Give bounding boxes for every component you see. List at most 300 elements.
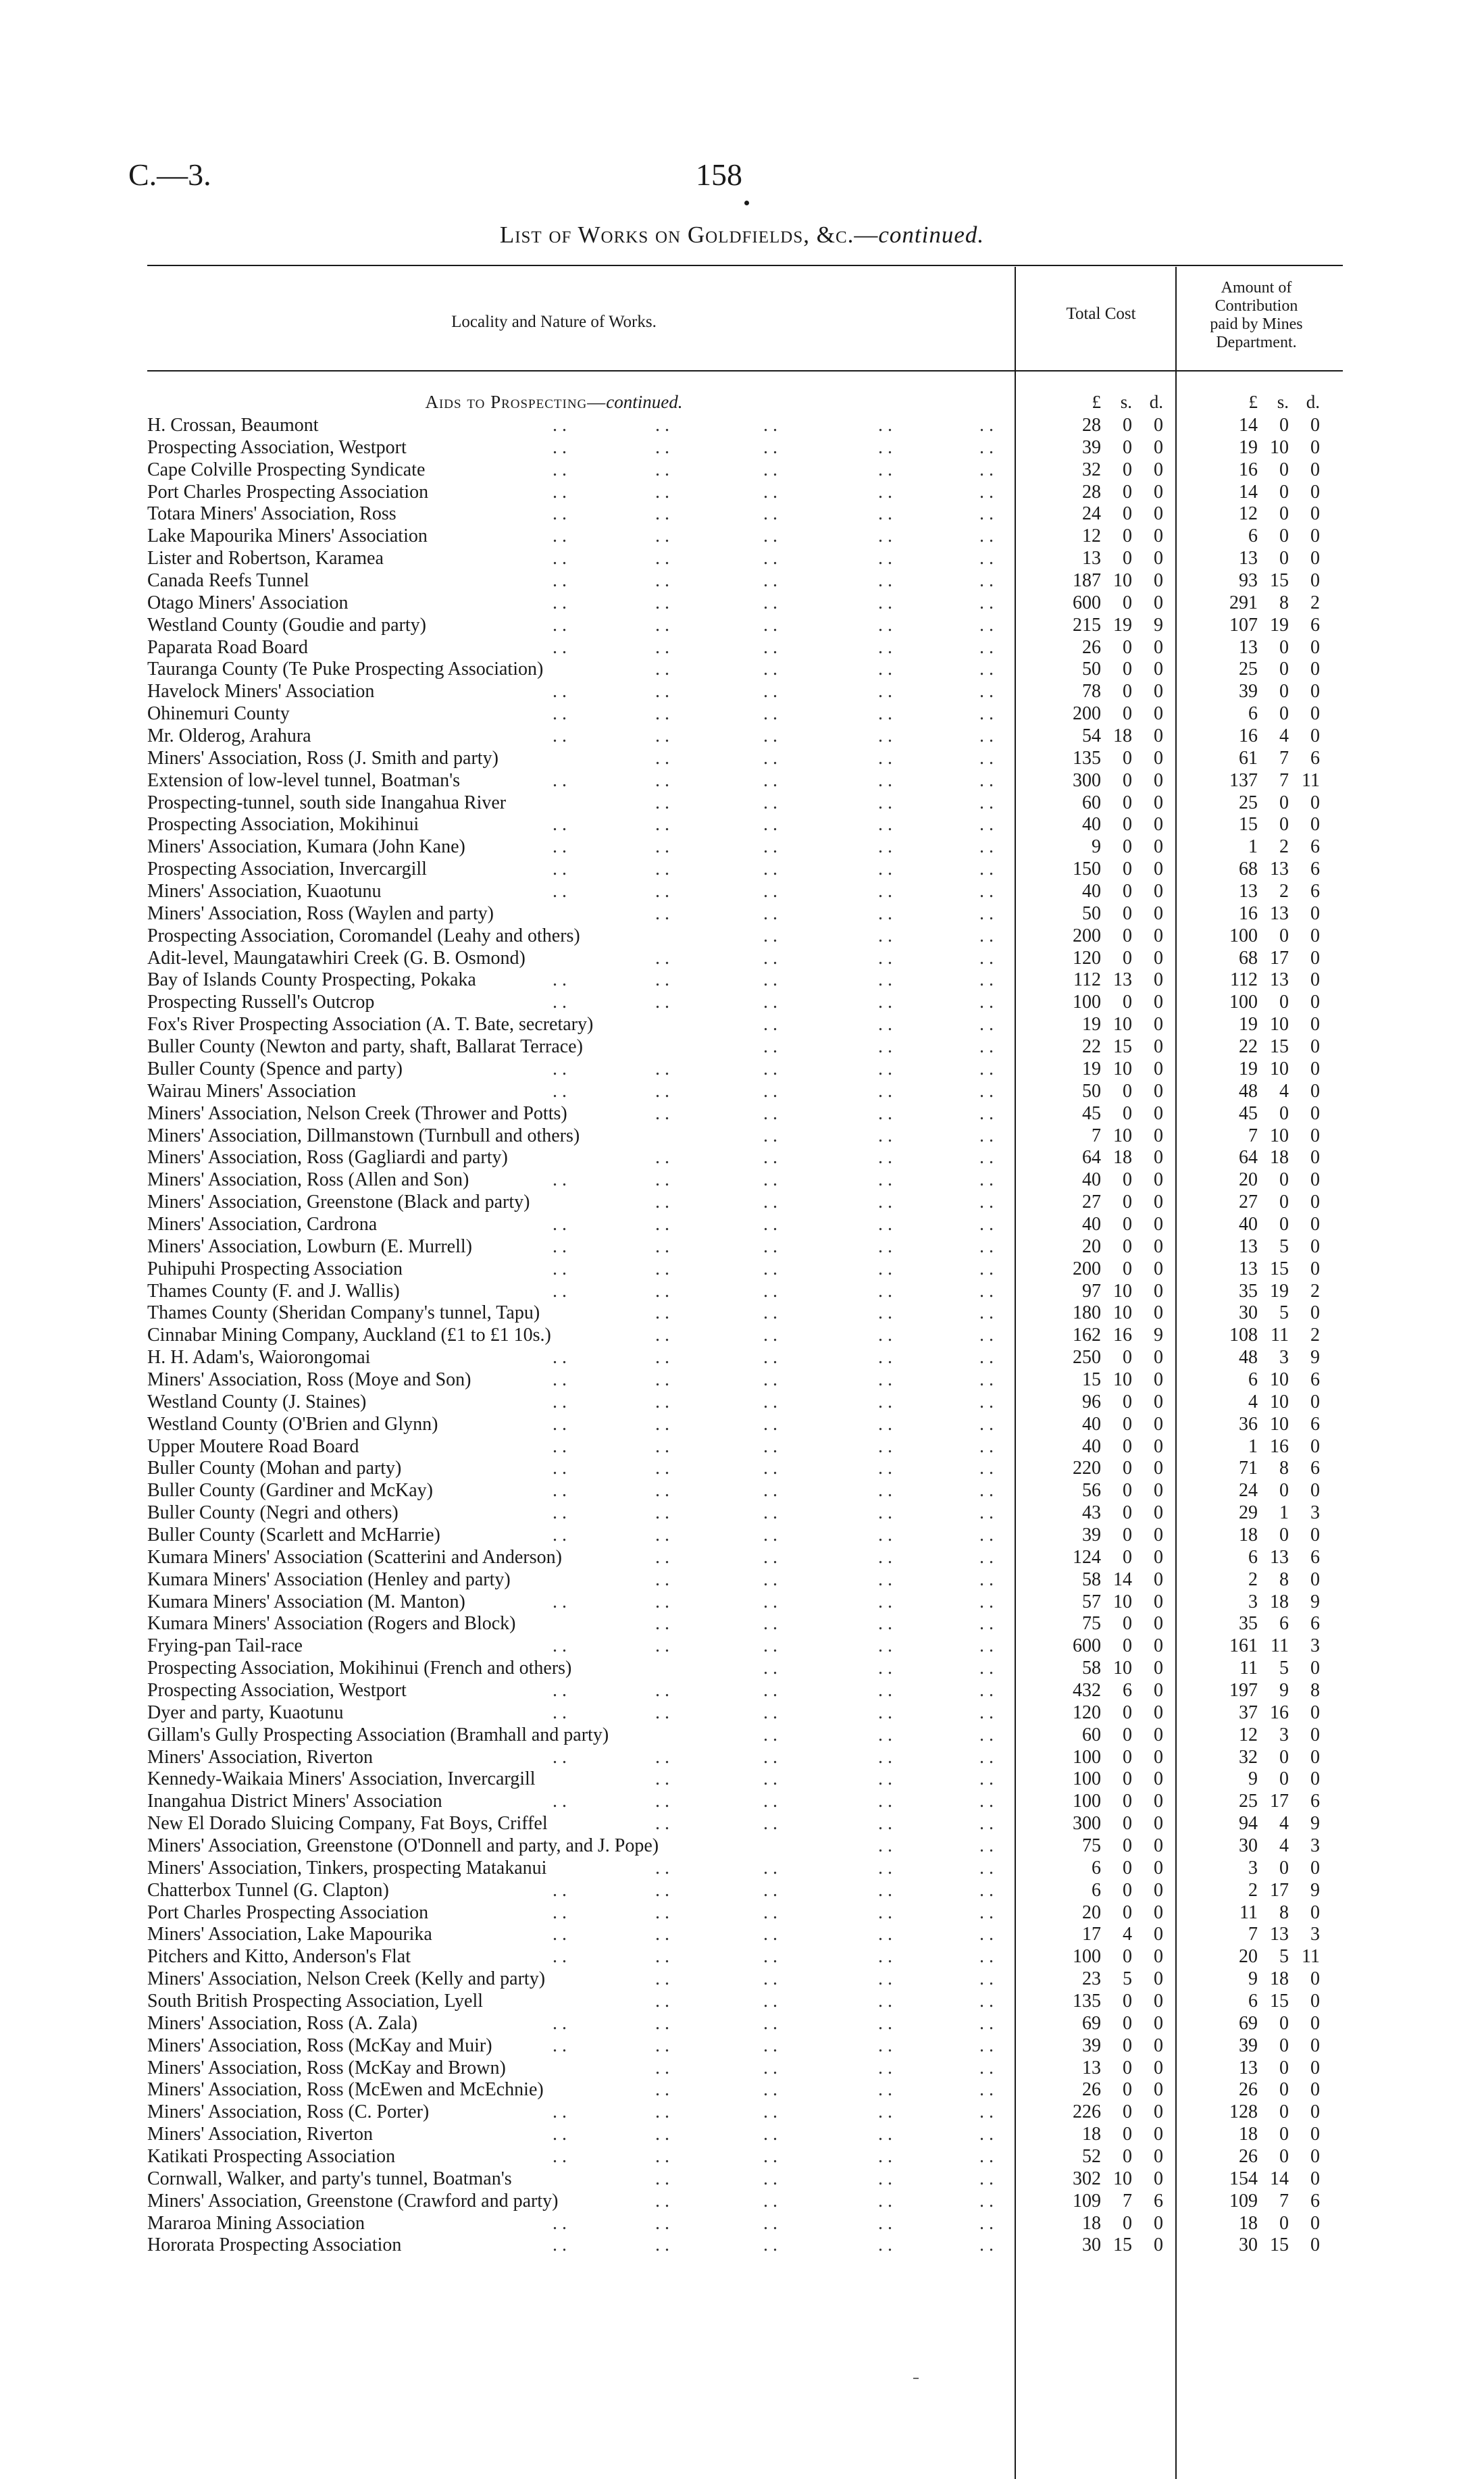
total-shillings: 0 (1123, 747, 1132, 769)
total-pounds: 13 (1082, 548, 1101, 569)
contrib-pence: 0 (1310, 1147, 1320, 1169)
total-pounds: 64 (1082, 1147, 1101, 1169)
work-description: Pitchers and Kitto, Anderson's Flat (147, 1946, 411, 1968)
leader-dots: . . (979, 570, 994, 592)
leader-dots: . . (763, 1080, 777, 1102)
table-row (0, 1858, 1484, 1880)
total-pence: 0 (1154, 1835, 1163, 1856)
leader-dots: . . (763, 1369, 777, 1390)
leader-dots: . . (655, 1924, 669, 1945)
work-description: Miners' Association, Nelson Creek (Kelly and party) (147, 1968, 546, 1990)
leader-dots: . . (553, 814, 567, 836)
total-pounds: 27 (1082, 1192, 1101, 1213)
leader-dots: . . (763, 925, 777, 946)
table-row (0, 814, 1484, 836)
total-shillings: 0 (1123, 526, 1132, 547)
leader-dots: . . (878, 747, 892, 769)
contrib-shillings: 19 (1270, 614, 1289, 636)
leader-dots: . . (763, 659, 777, 680)
contrib-pounds: 13 (1239, 548, 1258, 569)
total-shillings: 0 (1123, 1613, 1132, 1635)
work-description: Buller County (Scarlett and McHarrie) (147, 1524, 440, 1545)
table-row (0, 503, 1484, 526)
table-row (0, 2124, 1484, 2146)
leader-dots: . . (763, 1413, 777, 1435)
header-locality: Locality and Nature of Works. (451, 313, 657, 331)
leader-dots: . . (655, 481, 669, 503)
leader-dots: . . (553, 481, 567, 503)
leader-dots: . . (763, 1768, 777, 1790)
contrib-shillings: 15 (1270, 570, 1289, 592)
contrib-pounds: 18 (1239, 1524, 1258, 1545)
contrib-shillings: 0 (1279, 1524, 1289, 1545)
contrib-shillings: 3 (1279, 1347, 1289, 1369)
leader-dots: . . (878, 548, 892, 569)
work-description: Miners' Association, Greenstone (Black and party) (147, 1192, 530, 1213)
leader-dots: . . (655, 836, 669, 858)
leader-dots: . . (655, 747, 669, 769)
stray-mark (913, 2378, 919, 2379)
leader-dots: . . (763, 1968, 777, 1990)
work-description: Miners' Association, Riverton (147, 1746, 374, 1768)
unit-shillings: s. (1120, 392, 1132, 412)
leader-dots: . . (878, 992, 892, 1013)
contrib-shillings: 2 (1279, 836, 1289, 858)
contrib-pounds: 109 (1229, 2190, 1258, 2212)
leader-dots: . . (655, 1413, 669, 1435)
contrib-shillings: 0 (1279, 415, 1289, 436)
total-shillings: 0 (1123, 1258, 1132, 1279)
leader-dots: . . (655, 1391, 669, 1412)
table-row (0, 2035, 1484, 2058)
contrib-pounds: 36 (1239, 1413, 1258, 1435)
total-pounds: 20 (1082, 1901, 1101, 1923)
leader-dots: . . (763, 481, 777, 503)
total-pounds: 17 (1082, 1924, 1101, 1945)
leader-dots: . . (763, 1458, 777, 1479)
contrib-pounds: 2 (1248, 1879, 1258, 1901)
total-pence: 0 (1154, 1413, 1163, 1435)
total-pounds: 600 (1073, 1635, 1101, 1657)
total-pence: 0 (1154, 1546, 1163, 1568)
contrib-pence: 6 (1310, 881, 1320, 902)
leader-dots: . . (553, 1879, 567, 1901)
total-shillings: 0 (1123, 1213, 1132, 1235)
leader-dots: . . (979, 1591, 994, 1612)
header-top-rule (147, 265, 1343, 266)
total-pence: 0 (1154, 1968, 1163, 1990)
leader-dots: . . (878, 2146, 892, 2168)
contrib-pence: 0 (1310, 1768, 1320, 1790)
total-pounds: 9 (1092, 836, 1101, 858)
leader-dots: . . (878, 1746, 892, 1768)
total-pence: 0 (1154, 902, 1163, 924)
work-description: Miners' Association, Ross (Allen and Son) (147, 1169, 469, 1191)
contrib-shillings: 18 (1270, 1968, 1289, 1990)
table-row (0, 1147, 1484, 1169)
leader-dots: . . (553, 992, 567, 1013)
total-shillings: 10 (1113, 1280, 1132, 1302)
work-description: Tauranga County (Te Puke Prospecting Association) (147, 659, 544, 680)
work-description: New El Dorado Sluicing Company, Fat Boys, Criffel (147, 1813, 548, 1835)
leader-dots: . . (655, 725, 669, 747)
total-pence: 0 (1154, 636, 1163, 658)
contrib-pence: 0 (1310, 1724, 1320, 1745)
contrib-shillings: 17 (1270, 947, 1289, 969)
work-description: Mr. Olderog, Arahura (147, 725, 311, 747)
leader-dots: . . (763, 1635, 777, 1657)
total-shillings: 0 (1123, 1235, 1132, 1257)
total-pence: 0 (1154, 481, 1163, 503)
contrib-pence: 0 (1310, 2012, 1320, 2034)
header-contribution-line: paid by Mines (1210, 315, 1303, 333)
leader-dots: . . (553, 1235, 567, 1257)
total-shillings: 10 (1113, 1125, 1132, 1146)
total-shillings: 0 (1123, 925, 1132, 946)
header-contribution-line: Department. (1216, 334, 1297, 351)
contrib-shillings: 4 (1279, 1080, 1289, 1102)
leader-dots: . . (979, 2212, 994, 2234)
work-description: Kumara Miners' Association (Rogers and Block) (147, 1613, 516, 1635)
table-row (0, 1480, 1484, 1502)
contrib-shillings: 15 (1270, 1258, 1289, 1279)
total-shillings: 0 (1123, 1768, 1132, 1790)
contrib-pounds: 14 (1239, 481, 1258, 503)
leader-dots: . . (979, 2234, 994, 2256)
table-row (0, 948, 1484, 970)
leader-dots: . . (763, 792, 777, 813)
leader-dots: . . (655, 1147, 669, 1169)
table-row (0, 1125, 1484, 1148)
leader-dots: . . (979, 1458, 994, 1479)
leader-dots: . . (763, 725, 777, 747)
leader-dots: . . (655, 1302, 669, 1324)
contrib-shillings: 0 (1279, 792, 1289, 813)
work-description: Miners' Association, Ross (J. Smith and party) (147, 747, 498, 769)
table-row (0, 1680, 1484, 1702)
work-description: Westland County (J. Staines) (147, 1391, 367, 1412)
contrib-pence: 0 (1310, 725, 1320, 747)
leader-dots: . . (763, 1125, 777, 1146)
contrib-pounds: 71 (1239, 1458, 1258, 1479)
leader-dots: . . (553, 1458, 567, 1479)
total-pence: 0 (1154, 1502, 1163, 1524)
total-pence: 0 (1154, 2168, 1163, 2189)
total-pounds: 50 (1082, 902, 1101, 924)
total-shillings: 6 (1123, 1679, 1132, 1701)
contrib-pounds: 19 (1239, 436, 1258, 458)
total-pence: 0 (1154, 2079, 1163, 2101)
work-description: Kumara Miners' Association (Henley and party) (147, 1568, 511, 1590)
leader-dots: . . (655, 1813, 669, 1835)
leader-dots: . . (763, 503, 777, 525)
leader-dots: . . (979, 1192, 994, 1213)
total-shillings: 0 (1123, 1347, 1132, 1369)
work-description: Miners' Association, Ross (McEwen and McEchnie) (147, 2079, 544, 2101)
leader-dots: . . (979, 969, 994, 991)
table-row (0, 1258, 1484, 1281)
leader-dots: . . (553, 2035, 567, 2056)
total-pence: 0 (1154, 1991, 1163, 2012)
total-pounds: 40 (1082, 1435, 1101, 1457)
contrib-shillings: 8 (1279, 1458, 1289, 1479)
contrib-pence: 0 (1310, 1258, 1320, 1279)
leader-dots: . . (553, 881, 567, 902)
work-description: Cornwall, Walker, and party's tunnel, Boatman's (147, 2168, 512, 2189)
total-pounds: 19 (1082, 1014, 1101, 1036)
leader-dots: . . (878, 859, 892, 880)
contrib-pounds: 7 (1248, 1924, 1258, 1945)
leader-dots: . . (763, 1924, 777, 1945)
contrib-shillings: 9 (1279, 1679, 1289, 1701)
total-shillings: 0 (1123, 1102, 1132, 1124)
leader-dots: . . (878, 1924, 892, 1945)
work-description: Buller County (Negri and others) (147, 1502, 399, 1524)
contrib-pounds: 68 (1239, 859, 1258, 880)
leader-dots: . . (878, 1258, 892, 1279)
contrib-pence: 0 (1310, 1568, 1320, 1590)
contrib-shillings: 0 (1279, 2079, 1289, 2101)
total-shillings: 0 (1123, 2012, 1132, 2034)
contrib-pence: 0 (1310, 1991, 1320, 2012)
leader-dots: . . (655, 1746, 669, 1768)
contrib-pounds: 20 (1239, 1169, 1258, 1191)
contrib-pounds: 137 (1229, 769, 1258, 791)
contrib-shillings: 0 (1279, 2057, 1289, 2078)
total-pence: 0 (1154, 1347, 1163, 1369)
work-description: Prospecting Association, Invercargill (147, 859, 427, 880)
leader-dots: . . (553, 1791, 567, 1812)
total-pounds: 12 (1082, 526, 1101, 547)
total-pence: 0 (1154, 1901, 1163, 1923)
table-row (0, 1214, 1484, 1236)
leader-dots: . . (878, 836, 892, 858)
total-pence: 0 (1154, 1679, 1163, 1701)
leader-dots: . . (878, 1213, 892, 1235)
work-description: Buller County (Newton and party, shaft, Ballarat Terrace) (147, 1036, 583, 1058)
total-pounds: 109 (1073, 2190, 1101, 2212)
leader-dots: . . (878, 636, 892, 658)
leader-dots: . . (655, 570, 669, 592)
total-shillings: 0 (1123, 1080, 1132, 1102)
table-row (0, 1702, 1484, 1724)
contrib-pounds: 20 (1239, 1946, 1258, 1968)
header-contribution-line: Amount of (1221, 279, 1292, 297)
work-description: Miners' Association, Ross (A. Zala) (147, 2012, 418, 2034)
work-description: Prospecting Association, Mokihinui (147, 814, 419, 836)
contrib-shillings: 0 (1279, 659, 1289, 680)
leader-dots: . . (979, 1147, 994, 1169)
leader-dots: . . (763, 1192, 777, 1213)
total-pence: 0 (1154, 1879, 1163, 1901)
leader-dots: . . (878, 703, 892, 725)
contrib-shillings: 0 (1279, 1857, 1289, 1879)
leader-dots: . . (553, 769, 567, 791)
table-row (0, 659, 1484, 681)
contrib-pence: 0 (1310, 1901, 1320, 1923)
leader-dots: . . (979, 1813, 994, 1835)
leader-dots: . . (979, 1413, 994, 1435)
leader-dots: . . (763, 1702, 777, 1723)
total-shillings: 0 (1123, 2079, 1132, 2101)
leader-dots: . . (878, 1613, 892, 1635)
contrib-shillings: 10 (1270, 1058, 1289, 1079)
leader-dots: . . (878, 1768, 892, 1790)
contrib-shillings: 0 (1279, 2012, 1289, 2034)
total-shillings: 0 (1123, 836, 1132, 858)
contrib-pounds: 100 (1229, 992, 1258, 1013)
contrib-pence: 0 (1310, 1746, 1320, 1768)
leader-dots: . . (763, 747, 777, 769)
leader-dots: . . (553, 2234, 567, 2256)
total-pence: 0 (1154, 859, 1163, 880)
leader-dots: . . (763, 1435, 777, 1457)
total-shillings: 0 (1123, 1702, 1132, 1723)
table-row (0, 615, 1484, 637)
contrib-shillings: 0 (1279, 1746, 1289, 1768)
work-description: Miners' Association, Ross (C. Porter) (147, 2101, 430, 2123)
leader-dots: . . (979, 1924, 994, 1945)
work-description: Miners' Association, Ross (McKay and Brown) (147, 2057, 506, 2078)
table-row (0, 437, 1484, 459)
table-row (0, 1991, 1484, 2013)
total-pence: 0 (1154, 1724, 1163, 1745)
total-shillings: 0 (1123, 769, 1132, 791)
work-description: Prospecting-tunnel, south side Inangahua River (147, 792, 507, 813)
total-pounds: 32 (1082, 459, 1101, 480)
leader-dots: . . (878, 1192, 892, 1213)
leader-dots: . . (553, 1169, 567, 1191)
total-pence: 0 (1154, 2101, 1163, 2123)
leader-dots: . . (655, 681, 669, 702)
leader-dots: . . (979, 1391, 994, 1412)
leader-dots: . . (763, 1302, 777, 1324)
contrib-pence: 0 (1310, 1524, 1320, 1545)
total-pounds: 18 (1082, 2124, 1101, 2145)
total-shillings: 0 (1123, 659, 1132, 680)
work-description: H. H. Adam's, Waiorongomai (147, 1347, 371, 1369)
table-row (0, 2168, 1484, 2191)
work-description: Paparata Road Board (147, 636, 308, 658)
contrib-pence: 0 (1310, 947, 1320, 969)
table-row (0, 1525, 1484, 1547)
table-row (0, 2013, 1484, 2035)
work-description: Prospecting Russell's Outcrop (147, 992, 375, 1013)
leader-dots: . . (979, 1036, 994, 1058)
total-pounds: 24 (1082, 503, 1101, 525)
total-shillings: 0 (1123, 548, 1132, 569)
leader-dots: . . (979, 2190, 994, 2212)
unit-pence: d. (1149, 392, 1163, 412)
leader-dots: . . (878, 2057, 892, 2078)
page-title (0, 222, 1484, 249)
contrib-pence: 0 (1310, 2079, 1320, 2101)
contrib-pence: 0 (1310, 1192, 1320, 1213)
contrib-shillings: 0 (1279, 992, 1289, 1013)
contrib-pence: 0 (1310, 703, 1320, 725)
work-description: Upper Moutere Road Board (147, 1435, 359, 1457)
total-pence: 0 (1154, 681, 1163, 702)
leader-dots: . . (979, 614, 994, 636)
table-row (0, 1325, 1484, 1347)
total-pence: 0 (1154, 1280, 1163, 1302)
leader-dots: . . (979, 1635, 994, 1657)
contrib-pounds: 108 (1229, 1325, 1258, 1346)
leader-dots: . . (878, 1058, 892, 1079)
total-shillings: 18 (1113, 725, 1132, 747)
leader-dots: . . (763, 992, 777, 1013)
contrib-pence: 0 (1310, 992, 1320, 1013)
total-pence: 0 (1154, 1147, 1163, 1169)
contrib-shillings: 15 (1270, 1991, 1289, 2012)
total-pounds: 40 (1082, 1169, 1101, 1191)
table-row (0, 859, 1484, 881)
leader-dots: . . (979, 1302, 994, 1324)
contrib-shillings: 0 (1279, 1213, 1289, 1235)
total-pounds: 40 (1082, 814, 1101, 836)
leader-dots: . . (979, 992, 994, 1013)
leader-dots: . . (878, 1347, 892, 1369)
total-shillings: 15 (1113, 1036, 1132, 1058)
total-pounds: 60 (1082, 792, 1101, 813)
contrib-pounds: 68 (1239, 947, 1258, 969)
leader-dots: . . (763, 1568, 777, 1590)
leader-dots: . . (655, 814, 669, 836)
leader-dots: . . (655, 592, 669, 613)
leader-dots: . . (553, 503, 567, 525)
work-description: Thames County (Sheridan Company's tunnel, Tapu) (147, 1302, 540, 1324)
contrib-pounds: 26 (1239, 2079, 1258, 2101)
leader-dots: . . (878, 1524, 892, 1545)
contrib-pounds: 11 (1239, 1901, 1258, 1923)
contrib-pounds: 48 (1239, 1080, 1258, 1102)
contrib-pence: 6 (1310, 836, 1320, 858)
leader-dots: . . (553, 592, 567, 613)
table-row (0, 2079, 1484, 2101)
leader-dots: . . (878, 1702, 892, 1723)
leader-dots: . . (763, 1325, 777, 1346)
leader-dots: . . (763, 947, 777, 969)
leader-dots: . . (553, 436, 567, 458)
total-pence: 0 (1154, 1102, 1163, 1124)
leader-dots: . . (878, 1635, 892, 1657)
total-pence: 0 (1154, 969, 1163, 991)
work-description: Miners' Association, Greenstone (O'Donnell and party, and J. Pope) (147, 1835, 659, 1856)
contrib-pence: 6 (1310, 1369, 1320, 1390)
contrib-shillings: 11 (1271, 1325, 1289, 1346)
leader-dots: . . (979, 1835, 994, 1856)
work-description: Extension of low-level tunnel, Boatman's (147, 769, 461, 791)
leader-dots: . . (878, 1325, 892, 1346)
leader-dots: . . (763, 415, 777, 436)
work-description: Buller County (Mohan and party) (147, 1458, 402, 1479)
leader-dots: . . (655, 969, 669, 991)
work-description: Miners' Association, Kumara (John Kane) (147, 836, 465, 858)
work-description: Kumara Miners' Association (Scatterini and Anderson) (147, 1546, 562, 1568)
leader-dots: . . (553, 1435, 567, 1457)
leader-dots: . . (763, 1658, 777, 1679)
table-row (0, 1724, 1484, 1747)
total-pence: 0 (1154, 1435, 1163, 1457)
work-description: Port Charles Prospecting Association (147, 481, 429, 503)
leader-dots: . . (979, 592, 994, 613)
table-row (0, 748, 1484, 770)
work-description: Thames County (F. and J. Wallis) (147, 1280, 400, 1302)
contrib-pounds: 19 (1239, 1058, 1258, 1079)
total-pounds: 23 (1082, 1968, 1101, 1990)
leader-dots: . . (655, 1568, 669, 1590)
contrib-shillings: 0 (1279, 1480, 1289, 1502)
